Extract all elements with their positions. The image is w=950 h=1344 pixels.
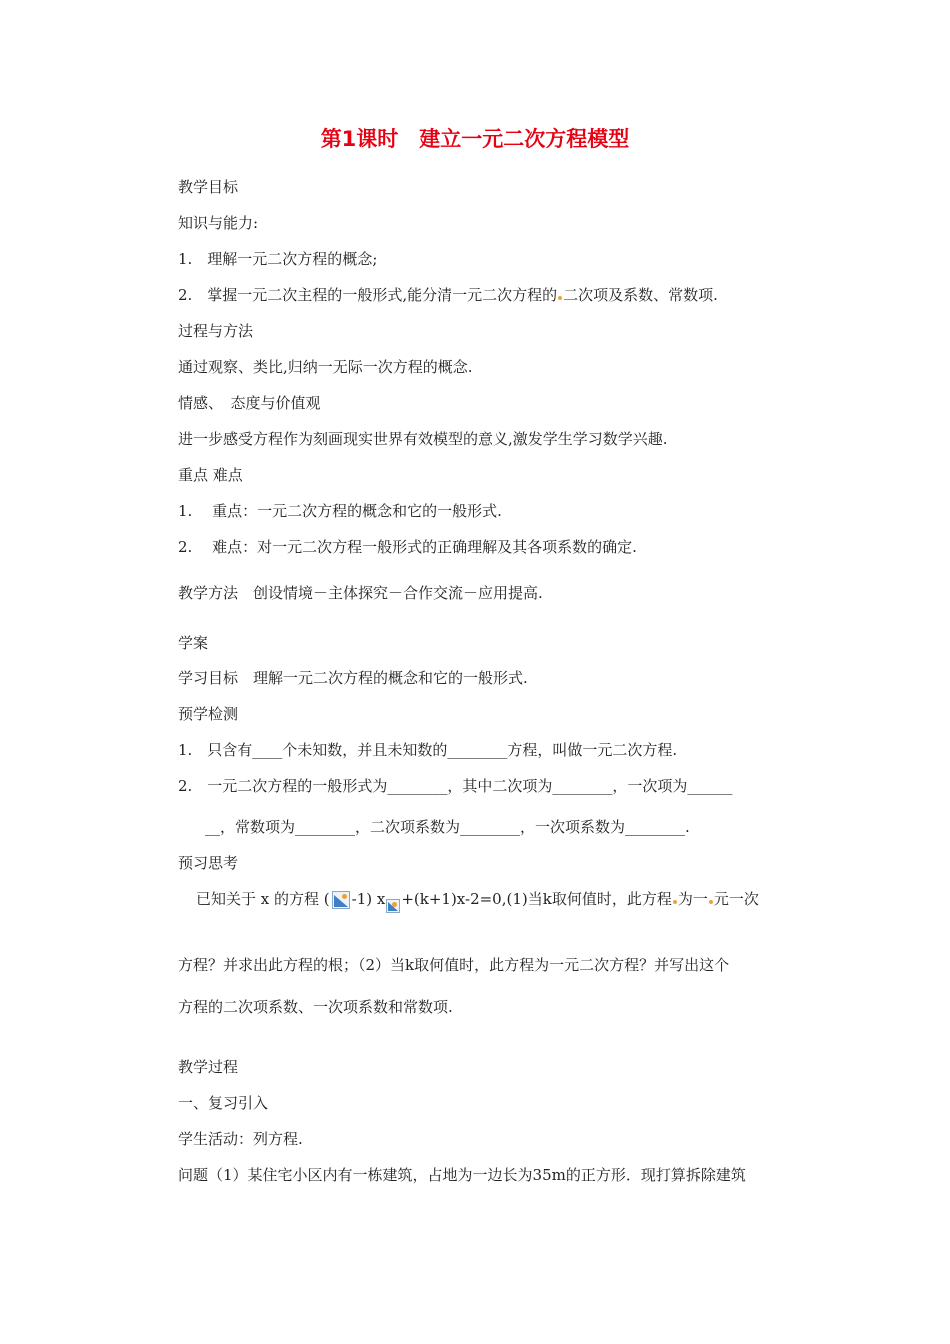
preview-question-2: 2. 一元二次方程的一般形式为________，其中二次项为________，一次项为______ — [178, 777, 733, 795]
key-point-1: 1. 重点：一元二次方程的概念和它的一般形式. — [178, 502, 502, 520]
objective-item-2-text-a: 2. 掌握一元二次主程的一般形式,能分清一元二次方程的 — [178, 286, 558, 304]
study-goal: 学习目标 理解一元二次方程的概念和它的一般形式. — [178, 669, 528, 687]
emotion-heading: 情感、 态度与价值观 — [178, 394, 321, 412]
preview-question-2-cont: __，常数项为________，二次项系数为________，一次项系数为________. — [205, 818, 690, 836]
broken-image-icon — [386, 899, 400, 913]
think-text-1: 已知关于 x 的方程 ( — [196, 890, 330, 908]
think-question-cont-1: 方程？并求出此方程的根；（2）当k取何值时，此方程为一元二次方程？并写出这个 — [178, 956, 730, 974]
objective-item-2 — [178, 285, 718, 305]
think-text-3: +(k+1)x-2=0,(1)当k取何值时，此方程 — [401, 890, 672, 908]
document-title: 第1课时 建立一元二次方程模型 — [320, 127, 630, 151]
artifact-dot-icon — [709, 900, 713, 904]
knowledge-heading: 知识与能力: — [178, 214, 259, 232]
broken-image-icon — [332, 891, 350, 909]
objective-item-2-text-b: 二次项及系数、常数项. — [563, 286, 718, 304]
problem-1: 问题（1）某住宅小区内有一栋建筑，占地为一边长为35m的正方形．现打算拆除建筑 — [178, 1166, 746, 1184]
key-points-heading: 重点 难点 — [178, 466, 243, 484]
key-point-2: 2. 难点：对一元二次方程一般形式的正确理解及其各项系数的确定. — [178, 538, 637, 556]
artifact-dot-icon — [558, 296, 562, 300]
process-heading: 过程与方法 — [178, 322, 254, 340]
objectives-heading: 教学目标 — [178, 178, 239, 196]
think-text-4: 为一 — [677, 890, 708, 908]
student-activity: 学生活动：列方程. — [178, 1130, 303, 1148]
process-text: 通过观察、类比,归纳一无际一次方程的概念. — [178, 358, 473, 376]
study-plan-heading: 学案 — [178, 634, 209, 652]
think-question — [196, 888, 759, 910]
think-text-5: 元一次 — [713, 890, 759, 908]
think-question-cont-2: 方程的二次项系数、一次项系数和常数项. — [178, 998, 453, 1016]
emotion-text: 进一步感受方程作为刻画现实世界有效模型的意义,激发学生学习数学兴趣. — [178, 430, 668, 448]
preview-heading: 预学检测 — [178, 705, 239, 723]
think-text-2: -1) x — [351, 890, 386, 908]
artifact-dot-icon — [673, 900, 677, 904]
section-heading-review: 一、复习引入 — [178, 1094, 269, 1112]
think-heading: 预习思考 — [178, 854, 239, 872]
teaching-method: 教学方法 创设情境－主体探究－合作交流－应用提高. — [178, 584, 543, 602]
teaching-process-heading: 教学过程 — [178, 1058, 239, 1076]
preview-question-1: 1. 只含有____个未知数，并且未知数的________方程，叫做一元二次方程. — [178, 741, 678, 759]
objective-item-1: 1. 理解一元二次方程的概念; — [178, 250, 378, 268]
